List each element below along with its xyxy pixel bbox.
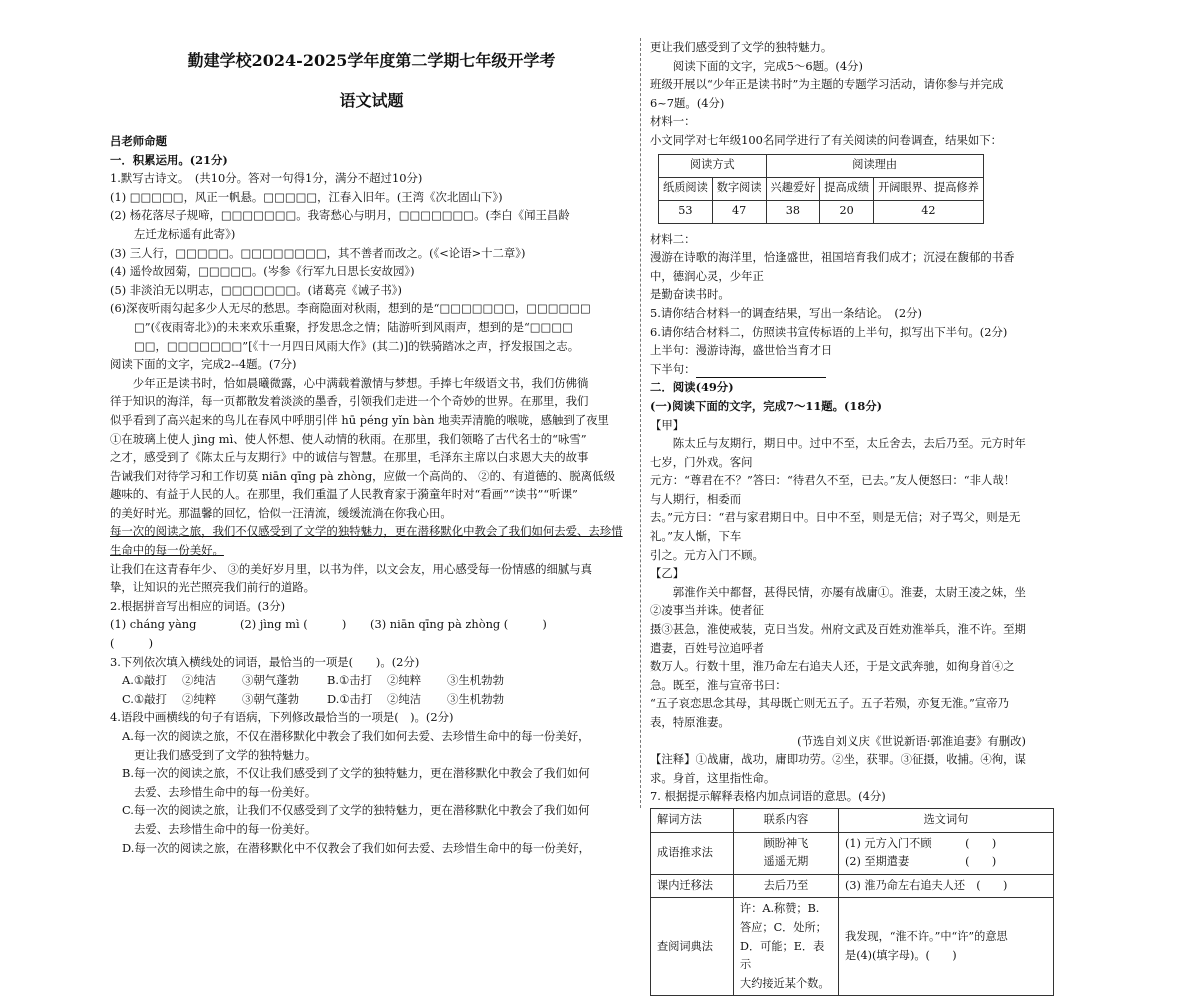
q1-item: (5) 非淡泊无以明志，□□□□□□□。(诸葛亮《诫子书》): [110, 282, 402, 297]
table-header: 开阔眼界、提高修养: [874, 177, 984, 200]
passage-line: 的美好时光。那温馨的回忆，恰似一汪清流，缓缓流淌在你我心田。: [110, 505, 452, 520]
passage-yi-line: 数万人。行数十里，淮乃命左右追夫人还，于是文武奔驰，如徇身首④之急。既至，淮与宣帝书曰：: [650, 659, 1015, 692]
question-7: 7. 根据提示解释表格内加点词语的意思。(4分): [650, 789, 886, 804]
q4-option: B.每一次的阅读之旅，不仅让我们感受到了文学的独特魅力，更在潜移默化中教会了我们如何: [122, 766, 590, 781]
passage-line: ①在玻璃上使人 jìng mì、使人怀想、使人动情的秋雨。在那里，我们领略了古代名士的“咏雪”: [110, 431, 587, 446]
passage-line: 让我们在这青春年少、 ③的美好岁月里，以书为伴，以文会友，用心感受每一份情感的细腻与真: [110, 561, 593, 576]
q2-item: (3) niān qīng pà zhòng ( ): [370, 617, 547, 632]
table-header: 联系内容: [734, 808, 839, 832]
q4-option: C.每一次的阅读之旅，让我们不仅感受到了文学的独特魅力，更在潜移默化中教会了我们如何: [122, 803, 590, 818]
q3-option: ③生机勃勃: [447, 673, 504, 688]
table-cell: 47: [712, 200, 766, 223]
passage-jia-line: 引之。元方入门不顾。: [650, 547, 764, 562]
q1-item: 左迁龙标遥有此寄》): [134, 226, 236, 241]
table-cell: 42: [874, 200, 984, 223]
table-cell: 课内迁移法: [651, 874, 734, 898]
survey-table: [658, 154, 984, 224]
question-6: 6.请你结合材料二，仿照读书宣传标语的上半句，拟写出下半句。(2分): [650, 324, 1008, 339]
slogan-lower: [650, 360, 1026, 379]
table-cell: 成语推求法: [651, 832, 734, 874]
section-heading-2: 二．阅读(49分): [650, 380, 734, 395]
question-3: 3.下列依次填入横线处的词语，最恰当的一项是( )。(2分): [110, 654, 420, 669]
table-header: 选文词句: [839, 808, 1054, 832]
slogan-lower-label: 下半句：: [650, 361, 696, 376]
q4-option: A.每一次的阅读之旅，不仅在潜移默化中教会了我们如何去爱、去珍惜生命中的每一份美好，: [122, 729, 590, 743]
reading-intro-5-6: 阅读下面的文字，完成5～6题。(4分): [672, 58, 863, 73]
table-cell: [839, 832, 1054, 874]
dictionary-entry: D．可能；E．表示: [740, 939, 825, 972]
exam-subtitle: 语文试题: [339, 91, 404, 110]
q3-option: A.①敲打: [122, 673, 167, 688]
q3-option: ②纯粹: [182, 691, 217, 706]
passage-yi-line: 郭淮作关中都督，甚得民情，亦屡有战庸①。淮妻，太尉王凌之妹，坐②凌事当并诛。使者征: [650, 584, 1026, 618]
question-5: 5.请你结合材料一的调查结果，写出一条结论。 (2分): [650, 305, 922, 320]
passage-yi-line: “五子哀恋思念其母，其母既亡则无五子。五子若殒，亦复无淮。”宣帝乃表，特原淮妻。: [650, 696, 1010, 729]
subsection-heading: (一)阅读下面的文字，完成7～11题。(18分): [650, 398, 883, 413]
answer-blank[interactable]: [696, 365, 826, 378]
passage-jia-line: 陈太丘与友期行，期日中。过中不至，太丘舍去，去后乃至。元方时年七岁，门外戏。客问: [650, 436, 1026, 469]
table-header: 数字阅读: [712, 177, 766, 200]
q2-item: (1) cháng yàng ( ): [110, 617, 197, 651]
vocab-table: [650, 808, 1054, 996]
passage-line: 趣味的、有益于人民的人。在那里，我们重温了人民教育家于漪童年时对“看画”“读书”“听课”: [110, 487, 578, 502]
q3-options-row: [110, 671, 633, 690]
q1-item: □□，□□□□□□□”[《十一月四日风雨大作》(其二)]的铁骑踏冰之声，抒发报国之志。: [134, 338, 580, 353]
passage-line: 少年正是读书时，恰如晨曦微露，心中满载着激情与梦想。手捧七年级语文书，我们仿佛徜: [132, 375, 589, 390]
passage-line: 似乎看到了高兴起来的鸟儿在春风中呼朋引伴 hū péng yǐn bàn 地卖弄清脆的喉咙，感触到了夜里: [110, 412, 609, 427]
q3-option: ③朝气蓬勃: [242, 691, 299, 706]
q1-item: (3) 三人行，□□□□□。□□□□□□□□，其不善者而改之。(《<论语>十二章》): [110, 245, 526, 260]
annotation-note: 【注释】①战庸，战功，庸即功劳。②坐，获罪。③征摄，收捕。④徇，谋求。身首，这里指性命。: [650, 752, 1026, 785]
material-2-label: 材料二：: [650, 231, 696, 246]
right-column: [650, 38, 1026, 996]
passage-line: 徉于知识的海洋，每一页都散发着淡淡的墨香，引领我们走进一个个奇妙的世界。在那里，我们: [110, 394, 589, 409]
table-cell: [734, 832, 839, 874]
passage-line: 之才，感受到了《陈太丘与友期行》中的诚信与智慧。在那里，毛泽东主席以白求恩大夫的故事: [110, 450, 589, 465]
material-1-text: 小文同学对七年级100名同学进行了有关阅读的问卷调查，结果如下：: [650, 132, 1003, 147]
q3-option: ②纯粹: [387, 673, 422, 688]
passage-jia-line: 去。”元方曰：“君与家君期日中。日中不至，则是无信；对子骂父，则是无礼。”友人惭，下车: [650, 510, 1021, 544]
answer-item[interactable]: (2) 至期遣妻 ( ): [845, 855, 997, 869]
q3-option: D.①击打: [327, 691, 373, 706]
table-cell: 38: [766, 200, 820, 223]
q1-item: (1) □□□□□，风正一帆悬。□□□□□，江春入旧年。(王湾《次北固山下》): [110, 189, 503, 204]
section-heading-1: 一．积累运用。(21分): [110, 152, 228, 167]
source-citation: (节选自刘义庆《世说新语·郭淮追妻》有删改): [797, 733, 1026, 748]
table-cell: 查阅词典法: [651, 898, 734, 996]
table-cell: [839, 898, 1054, 996]
dictionary-entry: 许：A.称赞；B.: [740, 902, 820, 916]
dictionary-entry: 答应；C．处所；: [740, 920, 827, 934]
q4-option: D.每一次的阅读之旅，在潜移默化中不仅教会了我们如何去爱、去珍惜生命中的每一份美好，: [122, 840, 590, 855]
question-2: 2.根据拼音写出相应的词语。(3分): [110, 598, 286, 613]
table-header: 提高成绩: [820, 177, 874, 200]
dictionary-entry: 大约接近某个数。: [740, 976, 830, 990]
table-header: 阅读理由: [766, 154, 983, 177]
passage-jia-line: 元方：“尊君在不？”答曰：“待君久不至，已去。”友人便怒曰：“非人哉！与人期行，相委而: [650, 473, 1016, 506]
q3-options-row: [110, 690, 633, 709]
table-header: 解词方法: [651, 808, 734, 832]
table-header: 阅读方式: [659, 154, 767, 177]
material-2-text: 漫游在诗歌的海洋里，恰逢盛世，祖国培育我们成才；沉浸在馥郁的书香中，德润心灵，少年正: [650, 250, 1015, 283]
underlined-sentence: 每一次的阅读之旅，我们不仅感受到了文学的独特魅力，更在潜移默化中教会了我们如何去爱、去珍惜生命中的每一份美好。: [110, 524, 623, 558]
author-line: 吕老师命题: [110, 134, 167, 148]
table-header: 纸质阅读: [659, 177, 713, 200]
answer-item[interactable]: (1) 元方入门不顾 ( ): [845, 836, 997, 850]
q4-option: 去爱、去珍惜生命中的每一份美好。: [134, 821, 317, 836]
passage-line: 挚，让知识的光芒照亮我们前行的道路。: [110, 580, 316, 595]
context-word: 顾盼神飞: [763, 836, 809, 850]
left-column: [110, 38, 633, 857]
q1-item: (6)深夜听雨勾起多少人无尽的愁思。李商隐面对秋雨，想到的是“□□□□□□□，□□□□□□: [110, 301, 591, 316]
passage-yi-line: 摄③甚急，淮使戒装，克日当发。州府文武及百姓劝淮举兵，淮不许。至期遣妻，百姓号泣追呼者: [650, 622, 1026, 655]
table-cell: [734, 898, 839, 996]
q3-option: ②纯洁: [387, 691, 422, 706]
passage-line: 告诫我们对待学习和工作切莫 niān qīng pà zhòng，应做一个高尚的、 ②的、有道德的、脱离低级: [110, 468, 615, 483]
passage-yi-label: 【乙】: [650, 566, 685, 581]
table-cell: 53: [659, 200, 713, 223]
context-word: 遥遥无期: [763, 855, 809, 869]
passage-jia-label: 【甲】: [650, 417, 685, 432]
q4-option: 更让我们感受到了文学的独特魅力。: [134, 747, 317, 762]
q2-item: (2) jìng mì ( ): [240, 617, 347, 632]
q3-option: ②纯洁: [182, 673, 217, 688]
q1-item: (2) 杨花落尽子规啼，□□□□□□□。我寄愁心与明月，□□□□□□□。(李白《闻王昌龄: [110, 208, 570, 223]
q3-option: B.①击打: [327, 673, 372, 688]
q4-option-continued: 更让我们感受到了文学的独特魅力。: [650, 40, 833, 54]
table-cell: 去后乃至: [734, 874, 839, 898]
table-header: 兴趣爱好: [766, 177, 820, 200]
table-cell: 20: [820, 200, 874, 223]
q1-item: (4) 遥怜故园菊，□□□□□。(岑参《行军九日思长安故园》): [110, 264, 415, 279]
answer-item[interactable]: 是(4)(填字母)。( ): [845, 948, 957, 962]
activity-intro: 班级开展以“少年正是读书时”为主题的专题学习活动，请你参与并完成6~7题。(4分): [650, 77, 1004, 110]
q2-items: [110, 615, 633, 652]
slogan-upper: 上半句：漫游诗海，盛世恰当育才日: [650, 343, 833, 358]
exam-title: 勤建学校2024-2025学年度第二学期七年级开学考: [187, 51, 556, 70]
column-divider: [640, 38, 641, 808]
q3-option: ③朝气蓬勃: [242, 673, 299, 688]
q3-option: ③生机勃勃: [447, 691, 504, 706]
q4-option: 去爱、去珍惜生命中的每一份美好。: [134, 784, 317, 799]
q1-item: □”(《夜雨寄北》)的未来欢乐重聚，抒发思念之情；陆游听到风雨声，想到的是“□□□□: [134, 319, 573, 334]
question-1: 1.默写古诗文。 (共10分。答对一句得1分，满分不超过10分): [110, 171, 423, 186]
answer-item[interactable]: (3) 淮乃命左右追夫人还 ( ): [839, 874, 1054, 898]
reading-intro: 阅读下面的文字，完成2--4题。(7分): [110, 357, 297, 372]
q3-option: C.①敲打: [122, 691, 167, 706]
material-1-label: 材料一：: [650, 114, 696, 129]
answer-prompt: 我发现，“淮不许。”中“许”的意思: [845, 930, 1008, 944]
question-4: 4.语段中画横线的句子有语病，下列修改最恰当的一项是( )。(2分): [110, 710, 454, 725]
material-2-text: 是勤奋读书时。: [650, 287, 730, 302]
